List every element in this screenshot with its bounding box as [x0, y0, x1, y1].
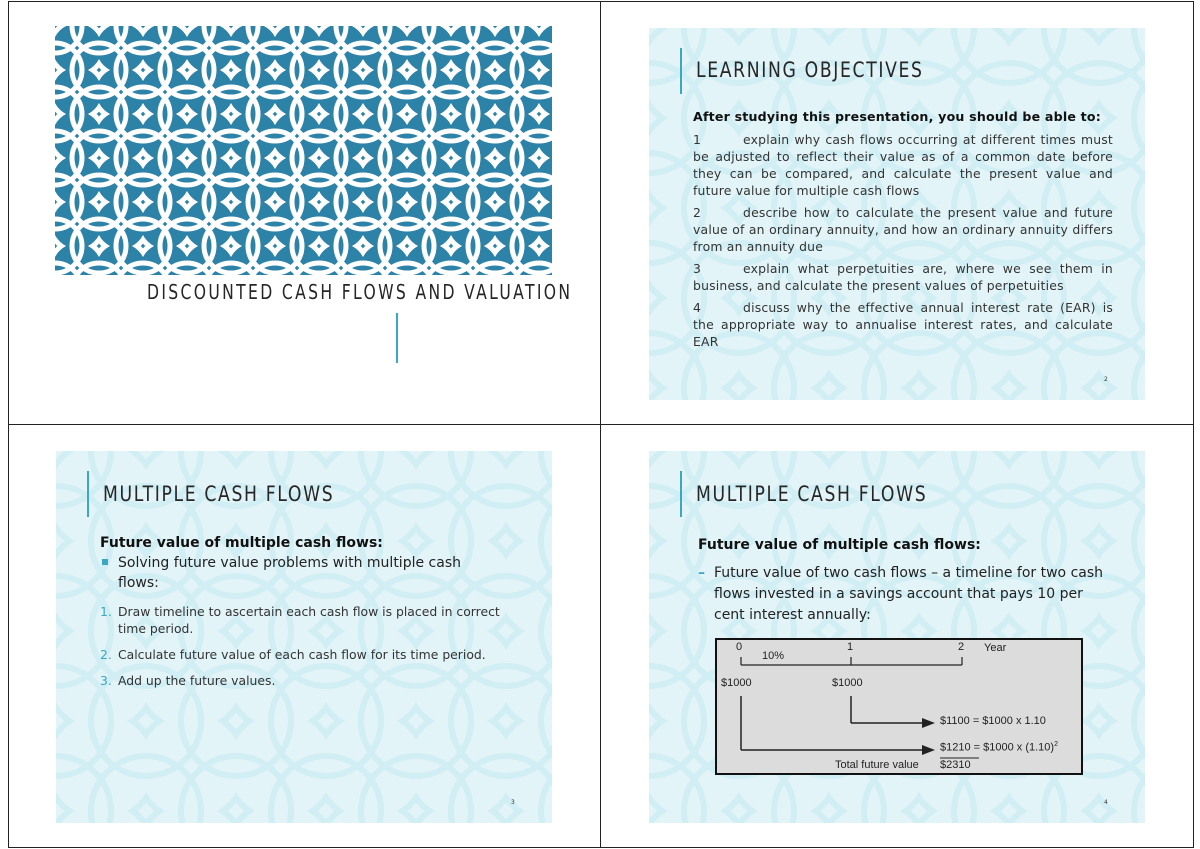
slide-3-body — [100, 535, 500, 698]
cash-flow-1: $1000 — [832, 677, 863, 689]
title-accent-bar — [680, 471, 682, 517]
timeline-year-label: Year — [984, 642, 1007, 654]
title-accent-bar — [87, 471, 89, 517]
timeline-rate: 10% — [762, 650, 785, 662]
slide-4-title: MULTIPLE CASH FLOWS — [696, 482, 928, 506]
ring-pattern-image — [55, 26, 552, 275]
total-value: $2310 — [940, 759, 971, 771]
timeline-figure — [715, 638, 1083, 775]
slide-cell-2 — [600, 1, 1194, 425]
slide-cell-4 — [600, 424, 1194, 848]
future-value-2: $1210 = $1000 x $(1.10)^2$ — [940, 741, 1058, 754]
bullet-square-icon — [102, 559, 108, 565]
slide-cell-3 — [8, 424, 601, 848]
step-item: 1. Draw timeline to ascertain each cash flow is placed in correct time period. — [100, 604, 500, 636]
objective-item: 2 describe how to calculate the present value and future value of an ordinary annuity, and how an ordinary annuity differs from an annuity due — [693, 205, 1113, 254]
title-accent-bar — [680, 48, 682, 94]
step-item: 2. Calculate future value of each cash flow for its time period. — [100, 647, 486, 662]
page-number: 4 — [1104, 799, 1108, 806]
cash-flow-0: $1000 — [721, 677, 752, 689]
slide-1-title: DISCOUNTED CASH FLOWS AND VALUATION — [147, 280, 573, 304]
slide-2 — [649, 28, 1145, 400]
title-accent-bar — [396, 313, 398, 363]
slide-4-body — [698, 537, 1108, 626]
slide-3 — [56, 451, 552, 823]
objectives-lead: After studying this presentation, you should be able to: — [693, 109, 1101, 124]
section-subtitle: Future value of multiple cash flows: — [100, 535, 383, 551]
objective-item: 3 explain what perpetuities are, where we see them in business, and calculate the present values of perpetuities — [693, 261, 1113, 293]
timeline-t0: 0 — [736, 641, 743, 653]
bullet-item: Solving future value problems with multiple cash flows: — [100, 553, 500, 593]
objective-item: 1 explain why cash flows occurring at different times must be adjusted to reflect their value as of a common date before they can be compared, and calculate the present value and future value for multiple cash flows — [693, 132, 1113, 198]
objectives-body — [693, 108, 1113, 355]
title-pattern-banner — [55, 26, 552, 275]
steps-list — [100, 603, 500, 689]
page-number: 3 — [511, 799, 515, 806]
slide-3-title: MULTIPLE CASH FLOWS — [103, 482, 335, 506]
slide-cell-1 — [8, 1, 601, 425]
section-subtitle: Future value of multiple cash flows: — [698, 537, 981, 553]
timeline-t2: 2 — [958, 641, 965, 653]
total-label: Total future value — [835, 759, 919, 771]
objective-item: 4 discuss why the effective annual interest rate (EAR) is the appropriate way to annualise interest rates, and calculate EAR — [693, 300, 1113, 349]
step-item: 3. Add up the future values. — [100, 673, 276, 688]
bullet-item: – Future value of two cash flows – a timeline for two cash flows invested in a savings account that pays 10 per cent interest annually: — [698, 565, 1104, 623]
future-value-1: $1100 = $1000 x 1.10 — [940, 715, 1046, 727]
slide-4 — [649, 451, 1145, 823]
slide-2-title: LEARNING OBJECTIVES — [696, 58, 924, 82]
page-number: 2 — [1104, 376, 1108, 383]
timeline-t1: 1 — [847, 641, 854, 653]
